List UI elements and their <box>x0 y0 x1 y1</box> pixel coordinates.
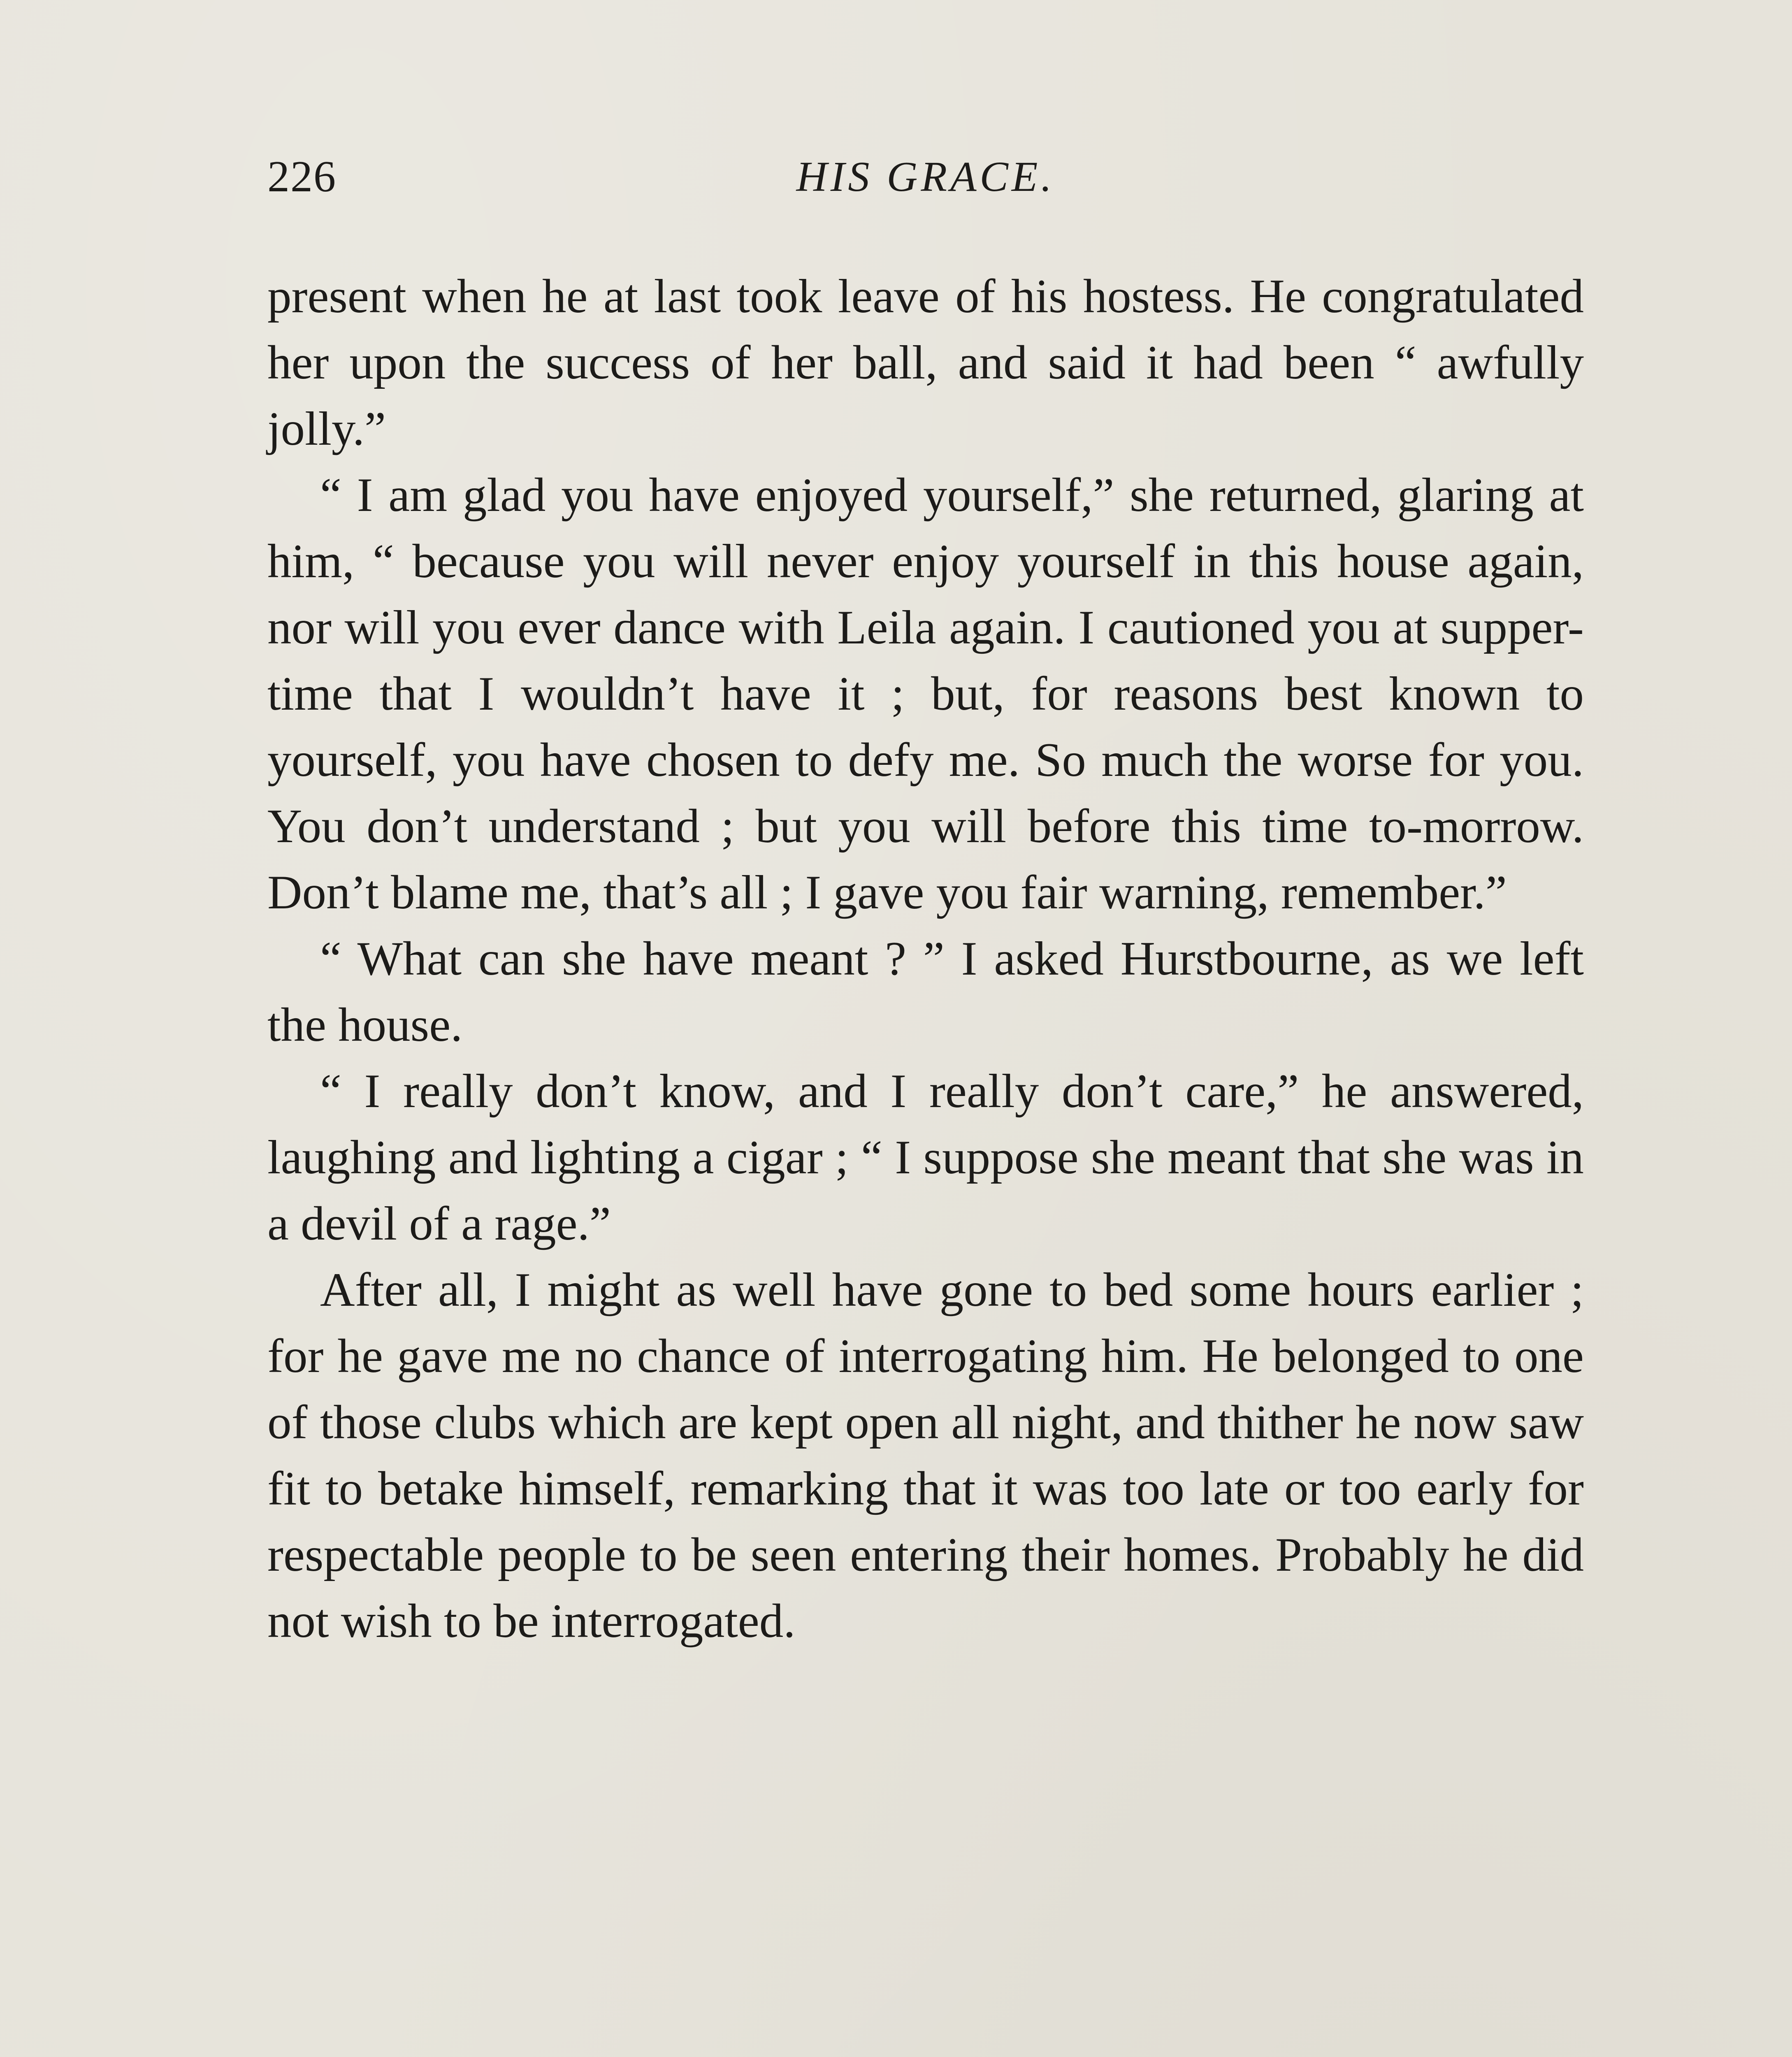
paragraph: “ I am glad you have enjoyed yourself,” she returned, glaring at him, “ because you will never enjoy yourself in this house again, nor will you ever dance with Leila again. I cautioned you at supper-time that I wouldn’t have it ; but, for reasons best known to yourself, you have chosen to defy me. So much the worse for you. You don’t understand ; but you will before this time to-morrow. Don’t blame me, that’s all ; I gave you fair warning, remember.” <box>267 469 1584 919</box>
paragraph: After all, I might as well have gone to bed some hours earlier ; for he gave me no chance of interrogating him. He belonged to one of those clubs which are kept open all night, and thither he now saw fit to betake himself, remarking that it was too late or too early for respectable people to be seen entering their homes. Probably he did not wish to be interrogated. <box>267 1263 1584 1648</box>
running-title: HIS GRACE. <box>796 153 1055 200</box>
body-text <box>267 263 1584 1654</box>
paragraph-continuation: present when he at last took leave of his hostess. He congratulated her upon the success of her ball, and said it had been “ awfully jolly.” <box>267 270 1584 455</box>
running-head <box>267 148 1584 206</box>
paragraph: “ What can she have meant ? ” I asked Hurstbourne, as we left the house. <box>267 932 1584 1052</box>
page-number: 226 <box>267 152 337 201</box>
paragraph: “ I really don’t know, and I really don’t care,” he answered, laughing and lighting a cigar ; “ I suppose she meant that she was in a devil of a rage.” <box>267 1065 1584 1250</box>
